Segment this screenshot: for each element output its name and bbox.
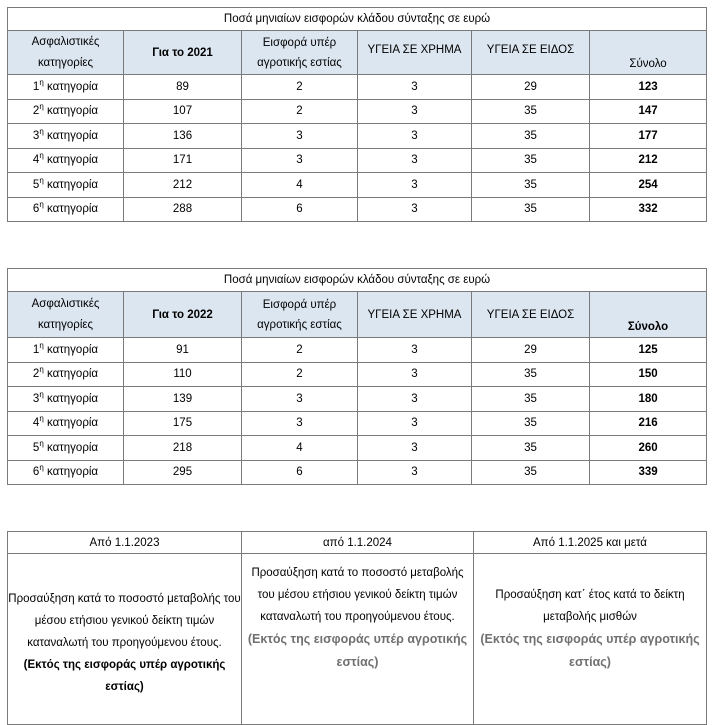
agro-value: 3: [242, 124, 358, 149]
table-row: [8, 436, 707, 461]
category-label: κατηγορία: [46, 80, 99, 93]
year-value: 171: [124, 148, 242, 173]
category-ordinal-suffix: η: [39, 102, 44, 112]
header-year: Για το 2022: [124, 292, 242, 338]
total-value: 180: [590, 387, 707, 412]
category-cell: [8, 173, 124, 198]
indexation-table: [7, 531, 707, 725]
period-2023-note: (Εκτός της εισφοράς υπέρ αγροτικής εστίας): [23, 659, 226, 693]
category-ordinal-suffix: η: [39, 151, 44, 161]
agro-value: 6: [242, 197, 358, 222]
table-row: [8, 460, 707, 485]
header-insurance-categories: Ασφαλιστικές κατηγορίες: [8, 31, 124, 75]
header-health-money: ΥΓΕΙΑ ΣΕ ΧΡΗΜΑ: [358, 31, 472, 75]
period-2024-note: (Εκτός της εισφοράς υπέρ αγροτικής εστίας): [247, 632, 468, 669]
category-ordinal-suffix: η: [39, 438, 44, 448]
table-row: [8, 362, 707, 387]
category-ordinal-suffix: η: [39, 200, 44, 210]
category-number: 5: [32, 178, 40, 191]
category-ordinal-suffix: η: [39, 77, 44, 87]
header-health-money: ΥΓΕΙΑ ΣΕ ΧΡΗΜΑ: [358, 292, 472, 338]
period-2025-text-cell: [474, 554, 707, 725]
total-value: 150: [590, 362, 707, 387]
category-ordinal-suffix: η: [39, 340, 44, 350]
health-kind-value: 35: [472, 411, 590, 436]
category-cell: [8, 124, 124, 149]
category-number: 5: [32, 441, 40, 454]
table-row: [8, 173, 707, 198]
category-number: 1: [32, 343, 40, 356]
category-cell: [8, 75, 124, 100]
category-number: 3: [32, 129, 40, 142]
total-value: 147: [590, 99, 707, 124]
health-money-value: 3: [358, 148, 472, 173]
health-money-value: 3: [358, 387, 472, 412]
agro-value: 3: [242, 387, 358, 412]
health-money-value: 3: [358, 338, 472, 363]
category-cell: [8, 411, 124, 436]
category-label: κατηγορία: [46, 203, 99, 216]
year-value: 89: [124, 75, 242, 100]
category-cell: [8, 338, 124, 363]
category-cell: [8, 387, 124, 412]
category-number: 6: [32, 203, 40, 216]
category-cell: [8, 197, 124, 222]
agro-value: 2: [242, 75, 358, 100]
header-year: Για το 2021: [124, 31, 242, 75]
year-value: 136: [124, 124, 242, 149]
category-cell: [8, 148, 124, 173]
total-value: 123: [590, 75, 707, 100]
category-cell: [8, 99, 124, 124]
category-label: κατηγορία: [46, 105, 99, 118]
category-number: 4: [32, 154, 40, 167]
year-value: 139: [124, 387, 242, 412]
category-number: 6: [32, 466, 40, 479]
total-value: 125: [590, 338, 707, 363]
table-body: [8, 75, 707, 222]
agro-value: 2: [242, 362, 358, 387]
header-insurance-categories: Ασφαλιστικές κατηγορίες: [8, 292, 124, 338]
category-number: 4: [32, 417, 40, 430]
agro-value: 4: [242, 173, 358, 198]
year-value: 175: [124, 411, 242, 436]
health-kind-value: 35: [472, 362, 590, 387]
header-total: Σύνολο: [590, 31, 707, 75]
period-2023-text-cell: [8, 554, 242, 725]
category-ordinal-suffix: η: [39, 389, 44, 399]
table-row: [8, 148, 707, 173]
period-2024-text-cell: [242, 554, 474, 725]
period-2023-header: Από 1.1.2023: [8, 532, 242, 554]
agro-value: 6: [242, 460, 358, 485]
health-kind-value: 29: [472, 338, 590, 363]
total-value: 177: [590, 124, 707, 149]
agro-value: 3: [242, 148, 358, 173]
category-label: κατηγορία: [46, 129, 99, 142]
health-money-value: 3: [358, 460, 472, 485]
table-row: [8, 411, 707, 436]
health-kind-value: 29: [472, 75, 590, 100]
year-value: 91: [124, 338, 242, 363]
agro-value: 2: [242, 338, 358, 363]
period-2025-text: Προσαύξηση κατ΄ έτος κατά το δείκτη μεταβολής μισθών: [495, 589, 685, 623]
category-label: κατηγορία: [46, 368, 99, 381]
period-2023-text: Προσαύξηση κατά το ποσοστό μεταβολής του μέσου ετήσιου γενικού δείκτη τιμών καταναλωτή του προηγούμενου έτους.: [8, 593, 241, 649]
category-label: κατηγορία: [46, 392, 99, 405]
table-row: [8, 387, 707, 412]
header-agro-contribution: Εισφορά υπέρ αγροτικής εστίας: [242, 31, 358, 75]
total-value: 332: [590, 197, 707, 222]
year-value: 110: [124, 362, 242, 387]
table-title: Ποσά μηνιαίων εισφορών κλάδου σύνταξης σε ευρώ: [8, 269, 707, 292]
category-ordinal-suffix: η: [39, 463, 44, 473]
health-kind-value: 35: [472, 387, 590, 412]
year-value: 212: [124, 173, 242, 198]
health-money-value: 3: [358, 75, 472, 100]
header-health-kind: ΥΓΕΙΑ ΣΕ ΕΙΔΟΣ: [472, 31, 590, 75]
year-value: 107: [124, 99, 242, 124]
health-money-value: 3: [358, 362, 472, 387]
table-row: [8, 338, 707, 363]
year-value: 295: [124, 460, 242, 485]
health-money-value: 3: [358, 124, 472, 149]
category-ordinal-suffix: η: [39, 414, 44, 424]
agro-value: 2: [242, 99, 358, 124]
period-2024-text: Προσαύξηση κατά το ποσοστό μεταβολής του μέσου ετήσιου γενικού δείκτη τιμών καταναλωτή του προηγούμενου έτους.: [251, 567, 464, 623]
health-kind-value: 35: [472, 436, 590, 461]
total-value: 212: [590, 148, 707, 173]
category-label: κατηγορία: [46, 343, 99, 356]
health-kind-value: 35: [472, 124, 590, 149]
table-row: [8, 75, 707, 100]
table-row: [8, 197, 707, 222]
category-label: κατηγορία: [46, 441, 99, 454]
health-money-value: 3: [358, 436, 472, 461]
contributions-table-2021: [7, 7, 707, 222]
category-label: κατηγορία: [46, 417, 99, 430]
health-money-value: 3: [358, 197, 472, 222]
category-number: 2: [32, 105, 40, 118]
health-money-value: 3: [358, 411, 472, 436]
total-value: 339: [590, 460, 707, 485]
total-value: 260: [590, 436, 707, 461]
header-agro-contribution: Εισφορά υπέρ αγροτικής εστίας: [242, 292, 358, 338]
year-value: 218: [124, 436, 242, 461]
header-health-kind: ΥΓΕΙΑ ΣΕ ΕΙΔΟΣ: [472, 292, 590, 338]
period-2024-header: από 1.1.2024: [242, 532, 474, 554]
period-2025-header: Από 1.1.2025 και μετά: [474, 532, 707, 554]
contributions-table-2022: [7, 268, 707, 485]
category-number: 2: [32, 368, 40, 381]
category-ordinal-suffix: η: [39, 365, 44, 375]
period-2025-note: (Εκτός της εισφοράς υπέρ αγροτικής εστίας): [480, 632, 700, 669]
category-label: κατηγορία: [46, 154, 99, 167]
health-kind-value: 35: [472, 460, 590, 485]
category-ordinal-suffix: η: [39, 126, 44, 136]
category-ordinal-suffix: η: [39, 175, 44, 185]
health-kind-value: 35: [472, 148, 590, 173]
category-cell: [8, 436, 124, 461]
category-label: κατηγορία: [46, 466, 99, 479]
table-row: [8, 99, 707, 124]
health-kind-value: 35: [472, 197, 590, 222]
table-row: [8, 124, 707, 149]
category-number: 3: [32, 392, 40, 405]
health-money-value: 3: [358, 99, 472, 124]
health-kind-value: 35: [472, 99, 590, 124]
health-money-value: 3: [358, 173, 472, 198]
agro-value: 4: [242, 436, 358, 461]
category-cell: [8, 362, 124, 387]
category-number: 1: [32, 80, 40, 93]
agro-value: 3: [242, 411, 358, 436]
total-value: 216: [590, 411, 707, 436]
table-title: Ποσά μηνιαίων εισφορών κλάδου σύνταξης σε ευρώ: [8, 8, 707, 31]
header-total: Σύνολο: [590, 292, 707, 338]
table-body: [8, 338, 707, 485]
category-label: κατηγορία: [46, 178, 99, 191]
category-cell: [8, 460, 124, 485]
health-kind-value: 35: [472, 173, 590, 198]
year-value: 288: [124, 197, 242, 222]
total-value: 254: [590, 173, 707, 198]
